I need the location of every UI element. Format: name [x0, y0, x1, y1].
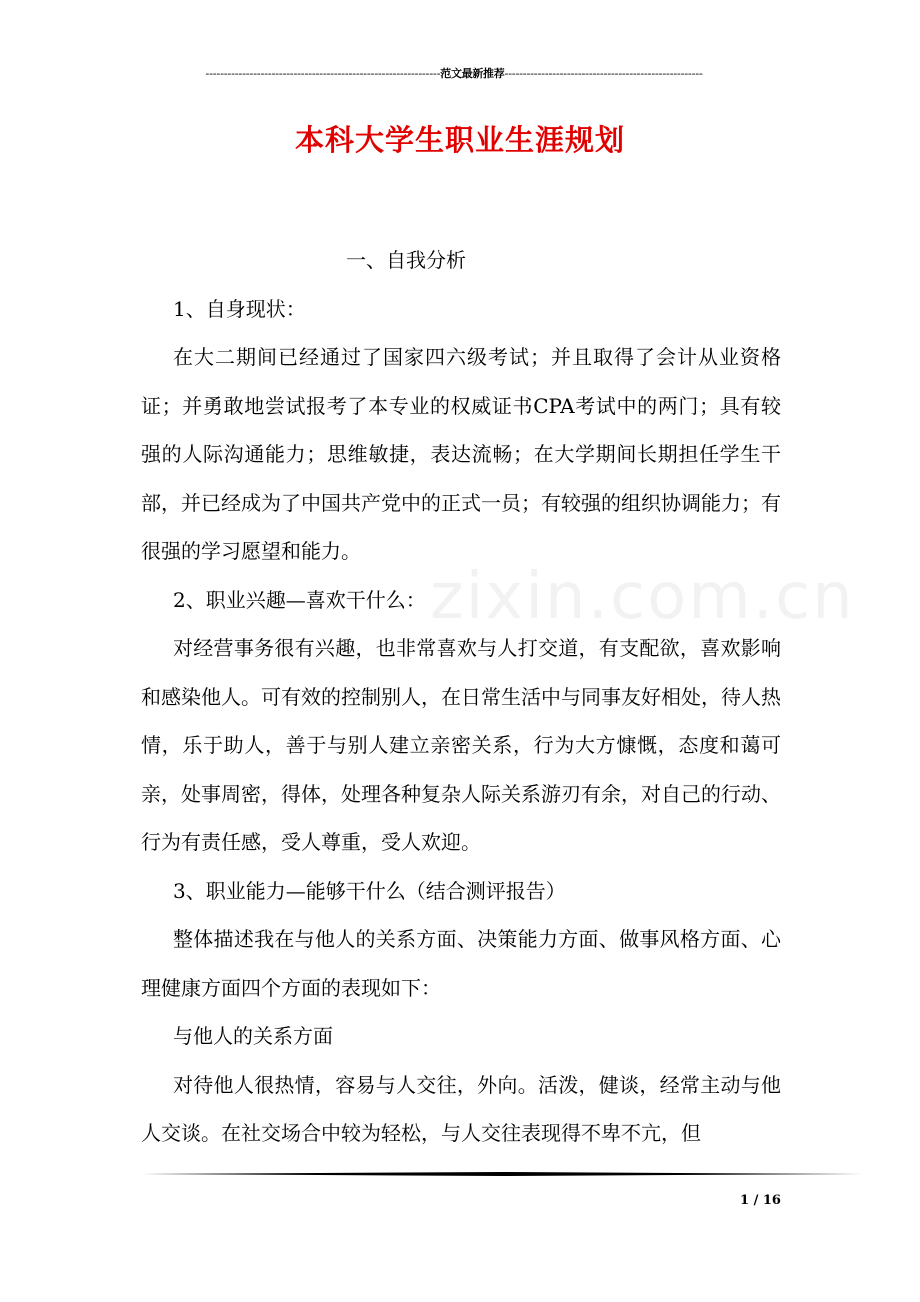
subsection-heading: 3、职业能力—能够干什么（结合测评报告）	[173, 878, 566, 903]
page-number: 1 / 16	[740, 1193, 781, 1208]
subsection-heading: 1、自身现状：	[173, 296, 306, 321]
document-title: 本科大学生职业生涯规划	[294, 123, 625, 157]
header-label: 范文最新推荐	[440, 67, 505, 80]
header-dashes-left: ----------------------------------------------------------------	[205, 67, 441, 80]
page-header	[140, 66, 768, 82]
paragraph: 对经营事务很有兴趣，也非常喜欢与人打交道，有支配欲，喜欢影响和感染他人。可有效的控制别人，在日常生活中与同事友好相处，待人热情，乐于助人，善于与别人建立亲密关系，行为大方慷慨，态度和蔼可亲，处事周密，得体，处理各种复杂人际关系游刃有余，对自己的行动、行为有责任感，受人尊重，受人欢迎。	[141, 636, 781, 854]
section-heading: 一、自我分析	[346, 248, 466, 272]
paragraph: 在大二期间已经通过了国家四六级考试；并且取得了会计从业资格证；并勇敢地尝试报考了本专业的权威证书CPA考试中的两门；具有较强的人际沟通能力；思维敏捷，表达流畅；在大学期间长期担任学生干部，并已经成为了中国共产党中的正式一员；有较强的组织协调能力；有很强的学习愿望和能力。	[141, 345, 781, 563]
header-dashes-right: ------------------------------------------------------	[504, 67, 703, 80]
document-body	[141, 236, 781, 1158]
footer-divider	[141, 1172, 863, 1176]
paragraph: 对待他人很热情，容易与人交往，外向。活泼，健谈，经常主动与他人交谈。在社交场合中较为轻松，与人交往表现得不卑不亢，但	[141, 1072, 781, 1145]
paragraph: 整体描述我在与他人的关系方面、决策能力方面、做事风格方面、心理健康方面四个方面的表现如下：	[141, 927, 781, 1000]
watermark: zixin.com.cn	[430, 560, 855, 634]
subsection-heading: 2、职业兴趣—喜欢干什么：	[173, 587, 426, 612]
subsection-heading: 与他人的关系方面	[173, 1024, 333, 1048]
